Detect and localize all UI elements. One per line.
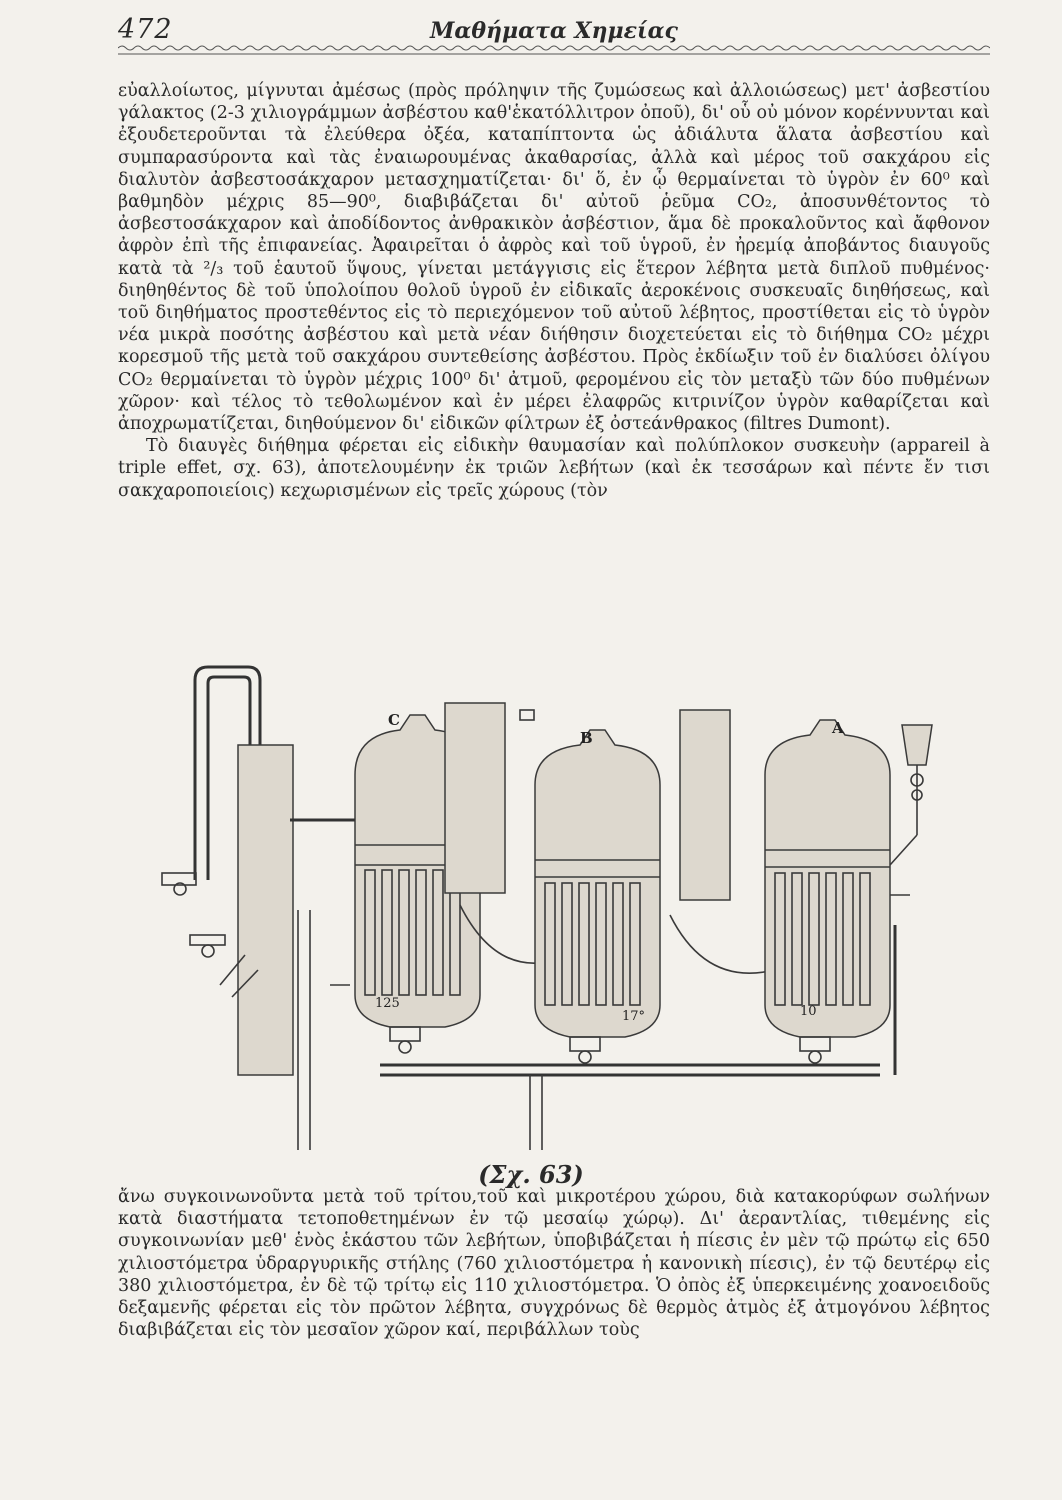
feed-funnel: [890, 725, 932, 1075]
condenser-column: [162, 667, 293, 1075]
temperature-label: 125: [375, 996, 400, 1011]
triple-effect-apparatus-figure: [150, 655, 970, 1155]
paragraph: Τὸ διαυγὲς διήθημα φέρεται εἰς εἰδικὴν θαυμασίαν καὶ πολύπλοκον συσκευὴν (appareil à triple effet, σχ. 63), ἀποτελουμένην ἐκ τριῶν λεβήτων (καὶ ἐκ τεσσάρων καὶ πέντε ἔν τισι σακχαροποιείοις) κεχωρισμένων εἰς τρεῖς χώρους (τὸν: [118, 436, 990, 501]
body-text-bottom: [118, 1186, 990, 1341]
vessel-label: C: [388, 711, 400, 729]
vessel-label: A: [832, 719, 844, 737]
running-title: Μαθήματα Χημείας: [430, 18, 678, 44]
page-number: 472: [118, 14, 173, 45]
vessel-a: [765, 719, 890, 1063]
temperature-label: 10: [800, 1004, 817, 1019]
body-text-top: [118, 80, 990, 502]
vessel-label: B: [580, 729, 593, 747]
header-rule: [118, 44, 990, 58]
paragraph: εὐαλλοίωτος, μίγνυται ἀμέσως (πρὸς πρόληψιν τῆς ζυμώσεως καὶ ἀλλοιώσεως) μετ' ἀσβεστίου γάλακτος (2-3 χιλιογράμμων ἀσβέστου καθ'ἑκατόλλιτρον ὀποῦ), δι' οὗ οὐ μόνον κορέννυνται καὶ ἐξουδετεροῦνται τὰ ἐλεύθερα ὀξέα, καταπίπτοντα ὡς ἀδιάλυτα ἅλατα ἀσβεστίου καὶ συμπαρασύροντα καὶ τὰς ἐναιωρουμένας ἀκαθαρσίας, ἀλλὰ καὶ μέρος τοῦ σακχάρου εἰς διαλυτὸν ἀσβεστοσάκχαρον μετασχηματίζεται· δι' ὅ, ἐν ᾧ θερμαίνεται τὸ ὑγρὸν ἐν 60⁰ καὶ βαθμηδὸν μέχρις 85—90⁰, διαβιβάζεται δι' αὐτοῦ ῥεῦμα CO₂, ἀποσυνθέτοντος τὸ ἀσβεστοσάκχαρον καὶ ἀποδίδοντος ἀνθρακικὸν ἀσβέστιον, ἅμα δὲ προκαλοῦντος καὶ ἄφθονον ἀφρὸν ἐπὶ τῆς ἐπιφανείας. Ἀφαιρεῖται ὁ ἀφρὸς καὶ τοῦ ὑγροῦ, ἐν ἠρεμίᾳ ἀποβάντος διαυγοῦς κατὰ τὰ ²/₃ τοῦ ἑαυτοῦ ὕψους, γίνεται μετάγγισις εἰς ἕτερον λέβητα μετὰ διπλοῦ πυθμένος· διηθηθέντος δὲ τοῦ ὑπολοίπου θολοῦ ὑγροῦ ἐν εἰδικαῖς ἀεροκένοις συσκευαῖς διηθήσεως, καὶ τοῦ διηθήματος προστεθέντος εἰς τὸ περιεχόμενον τοῦ αὐτοῦ λέβητος, προστίθεται εἰς τὸ ὑγρὸν νέα μικρὰ ποσότης ἀσβέστου καὶ μετὰ νέαν διήθησιν διοχετεύεται εἰς τὸ διήθημα CO₂ μέχρι κορεσμοῦ τῆς μετὰ τοῦ σακχάρου συντεθείσης ἀσβέστου. Πρὸς ἐκδίωξιν τοῦ ἐν διαλύσει ὀλίγου CO₂ θερμαίνεται τὸ ὑγρὸν μέχρις 100⁰ δι' ἀτμοῦ, φερομένου εἰς τὸν μεταξὺ τῶν δύο πυθμένων χῶρον· καὶ τέλος τὸ τεθολωμένον καὶ ἐν μέρει ἐλαφρῶς κιτρινίζον ὑγρὸν καθαρίζεται καὶ ἀποχρωματίζεται, διηθούμενον δι' εἰδικῶν φίλτρων ἐξ ὀστεάνθρακος (filtres Dumont).: [118, 81, 990, 435]
vessel-b: [535, 729, 660, 1063]
paragraph: ἄνω συγκοινωνοῦντα μετὰ τοῦ τρίτου,τοῦ καὶ μικροτέρου χώρου, διὰ κατακορύφων σωλήνων κατὰ διαστήματα τετοποθετημένων ἐν τῷ μεσαίῳ χώρῳ). Δι' ἀεραντλίας, τιθεμένης εἰς συγκοινωνίαν μεθ' ἑνὸς ἑκάστου τῶν λεβήτων, ὑποβιβάζεται ἡ πίεσις ἐν μὲν τῷ πρώτῳ εἰς 650 χιλιοστόμετρα ὑδραργυρικῆς στήλης (760 χιλιοστόμετρα ἡ κανονικὴ πίεσις), ἐν τῷ δευτέρῳ εἰς 380 χιλιοστόμετρα, ἐν δὲ τῷ τρίτῳ εἰς 110 χιλιοστόμετρα. Ὁ ὀπὸς ἐξ ὑπερκειμένης χοανοειδοῦς δεξαμενῆς φέρεται εἰς τὸν πρῶτον λέβητα, συγχρόνως δὲ θερμὸς ἀτμὸς ἐξ ἀτμογόνου λέβητος διαβιβάζεται εἰς τὸν μεσαῖον χῶρον καί, περιβάλλων τοὺς: [118, 1187, 990, 1341]
figure-caption: (Σχ. 63): [478, 1160, 584, 1189]
temperature-label: 17°: [622, 1009, 646, 1024]
